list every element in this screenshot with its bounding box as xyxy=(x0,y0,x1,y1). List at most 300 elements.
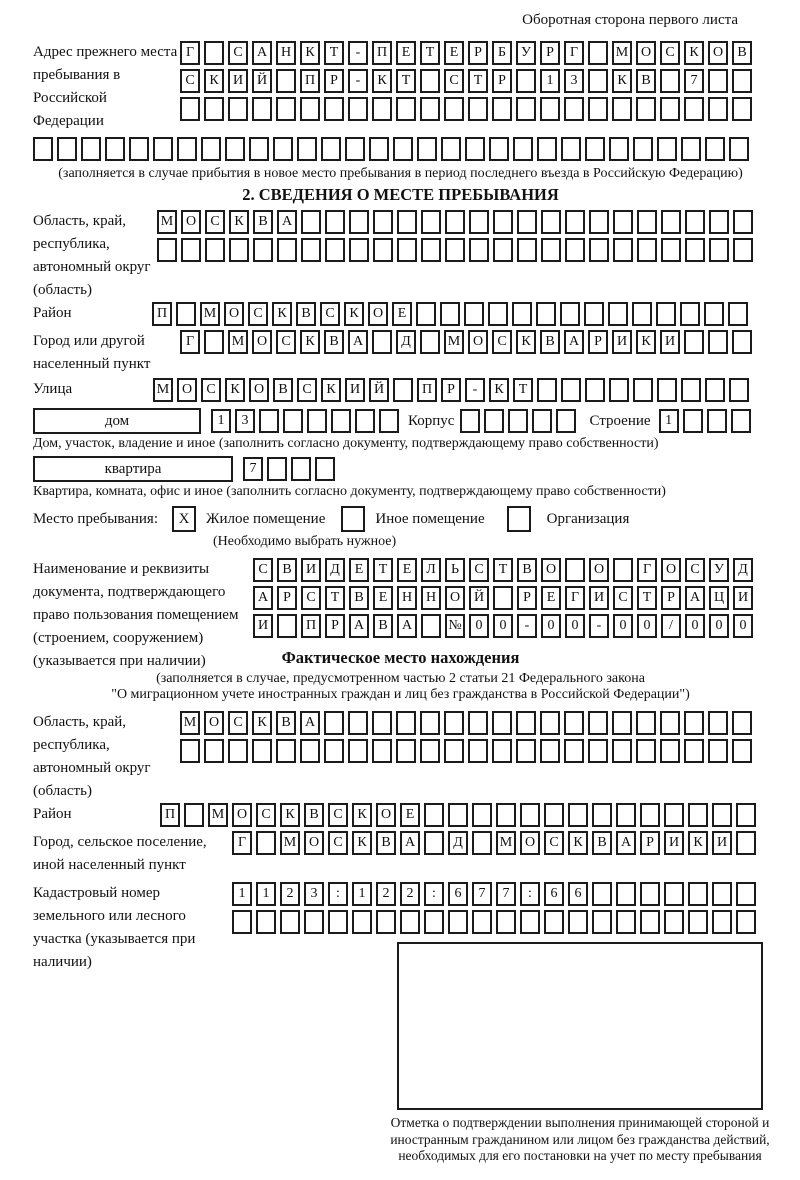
char-cell[interactable] xyxy=(736,831,756,855)
char-cell[interactable]: Н xyxy=(421,586,441,610)
char-cell[interactable] xyxy=(688,882,708,906)
char-cell[interactable] xyxy=(400,910,420,934)
char-cell[interactable] xyxy=(532,409,552,433)
char-cell[interactable]: О xyxy=(249,378,269,402)
char-cell[interactable]: 1 xyxy=(232,882,252,906)
char-cell[interactable]: В xyxy=(373,614,393,638)
char-cell[interactable] xyxy=(348,711,368,735)
char-cell[interactable]: Р xyxy=(492,69,512,93)
char-cell[interactable]: Д xyxy=(448,831,468,855)
dom-box[interactable]: дом xyxy=(33,408,201,434)
char-cell[interactable] xyxy=(397,238,417,262)
char-cell[interactable] xyxy=(516,97,536,121)
char-cell[interactable] xyxy=(372,739,392,763)
char-cell[interactable] xyxy=(301,238,321,262)
char-cell[interactable] xyxy=(588,69,608,93)
char-cell[interactable]: П xyxy=(417,378,437,402)
char-cell[interactable]: С xyxy=(320,302,340,326)
char-cell[interactable] xyxy=(492,739,512,763)
char-cell[interactable] xyxy=(685,238,705,262)
char-cell[interactable] xyxy=(440,302,460,326)
char-cell[interactable] xyxy=(660,711,680,735)
char-cell[interactable] xyxy=(493,210,513,234)
char-cell[interactable]: К xyxy=(300,41,320,65)
char-cell[interactable] xyxy=(613,238,633,262)
char-cell[interactable]: Е xyxy=(444,41,464,65)
char-cell[interactable]: О xyxy=(252,330,272,354)
char-cell[interactable]: М xyxy=(153,378,173,402)
char-cell[interactable]: О xyxy=(708,41,728,65)
char-cell[interactable] xyxy=(420,711,440,735)
char-cell[interactable] xyxy=(636,97,656,121)
char-cell[interactable]: Т xyxy=(396,69,416,93)
char-cell[interactable] xyxy=(729,378,749,402)
char-cell[interactable]: 1 xyxy=(256,882,276,906)
char-cell[interactable] xyxy=(348,739,368,763)
char-cell[interactable] xyxy=(283,409,303,433)
char-cell[interactable] xyxy=(544,910,564,934)
char-cell[interactable]: М xyxy=(612,41,632,65)
char-cell[interactable]: И xyxy=(660,330,680,354)
char-cell[interactable]: К xyxy=(568,831,588,855)
char-cell[interactable] xyxy=(273,137,293,161)
char-cell[interactable] xyxy=(589,238,609,262)
char-cell[interactable] xyxy=(301,210,321,234)
char-cell[interactable] xyxy=(472,910,492,934)
char-cell[interactable] xyxy=(544,803,564,827)
char-cell[interactable] xyxy=(33,137,53,161)
char-cell[interactable] xyxy=(420,97,440,121)
char-cell[interactable] xyxy=(441,137,461,161)
char-cell[interactable]: Т xyxy=(373,558,393,582)
char-cell[interactable] xyxy=(448,803,468,827)
char-cell[interactable] xyxy=(704,302,724,326)
char-cell[interactable]: С xyxy=(328,803,348,827)
char-cell[interactable]: Г xyxy=(564,41,584,65)
char-cell[interactable]: О xyxy=(232,803,252,827)
char-cell[interactable] xyxy=(637,210,657,234)
char-cell[interactable]: 1 xyxy=(540,69,560,93)
char-cell[interactable] xyxy=(517,210,537,234)
char-cell[interactable] xyxy=(660,739,680,763)
char-cell[interactable] xyxy=(657,378,677,402)
char-cell[interactable] xyxy=(537,137,557,161)
char-cell[interactable]: 0 xyxy=(541,614,561,638)
char-cell[interactable]: К xyxy=(225,378,245,402)
char-cell[interactable] xyxy=(608,302,628,326)
char-cell[interactable] xyxy=(468,711,488,735)
char-cell[interactable] xyxy=(520,910,540,934)
char-cell[interactable]: В xyxy=(304,803,324,827)
char-cell[interactable]: Б xyxy=(492,41,512,65)
char-cell[interactable] xyxy=(705,378,725,402)
char-cell[interactable] xyxy=(592,803,612,827)
char-cell[interactable]: 1 xyxy=(211,409,231,433)
char-cell[interactable]: К xyxy=(372,69,392,93)
char-cell[interactable] xyxy=(484,409,504,433)
char-cell[interactable]: А xyxy=(348,330,368,354)
char-cell[interactable]: В xyxy=(277,558,297,582)
char-cell[interactable]: О xyxy=(181,210,201,234)
char-cell[interactable] xyxy=(708,69,728,93)
char-cell[interactable]: О xyxy=(636,41,656,65)
char-cell[interactable]: Е xyxy=(397,558,417,582)
char-cell[interactable] xyxy=(541,238,561,262)
char-cell[interactable]: С xyxy=(180,69,200,93)
char-cell[interactable] xyxy=(496,803,516,827)
char-cell[interactable] xyxy=(444,97,464,121)
char-cell[interactable] xyxy=(397,210,417,234)
char-cell[interactable]: 0 xyxy=(685,614,705,638)
char-cell[interactable]: : xyxy=(424,882,444,906)
char-cell[interactable]: 0 xyxy=(613,614,633,638)
char-cell[interactable]: Г xyxy=(565,586,585,610)
char-cell[interactable]: № xyxy=(445,614,465,638)
char-cell[interactable] xyxy=(664,882,684,906)
char-cell[interactable] xyxy=(516,739,536,763)
char-cell[interactable]: Р xyxy=(588,330,608,354)
char-cell[interactable]: 7 xyxy=(472,882,492,906)
char-cell[interactable] xyxy=(565,238,585,262)
char-cell[interactable]: О xyxy=(541,558,561,582)
char-cell[interactable]: Е xyxy=(541,586,561,610)
kvartira-box[interactable]: квартира xyxy=(33,456,233,482)
char-cell[interactable] xyxy=(201,137,221,161)
char-cell[interactable] xyxy=(396,739,416,763)
char-cell[interactable]: О xyxy=(445,586,465,610)
char-cell[interactable]: В xyxy=(324,330,344,354)
char-cell[interactable] xyxy=(732,739,752,763)
char-cell[interactable]: В xyxy=(349,586,369,610)
char-cell[interactable]: Г xyxy=(180,330,200,354)
char-cell[interactable] xyxy=(445,210,465,234)
char-cell[interactable]: - xyxy=(517,614,537,638)
char-cell[interactable] xyxy=(493,238,513,262)
char-cell[interactable] xyxy=(612,97,632,121)
char-cell[interactable] xyxy=(204,739,224,763)
char-cell[interactable] xyxy=(300,739,320,763)
char-cell[interactable]: М xyxy=(200,302,220,326)
char-cell[interactable]: Т xyxy=(468,69,488,93)
char-cell[interactable]: Е xyxy=(400,803,420,827)
char-cell[interactable]: 3 xyxy=(304,882,324,906)
char-cell[interactable] xyxy=(712,882,732,906)
char-cell[interactable]: И xyxy=(253,614,273,638)
char-cell[interactable] xyxy=(640,910,660,934)
char-cell[interactable] xyxy=(688,910,708,934)
char-cell[interactable] xyxy=(656,302,676,326)
char-cell[interactable] xyxy=(616,882,636,906)
char-cell[interactable] xyxy=(585,378,605,402)
char-cell[interactable] xyxy=(228,97,248,121)
char-cell[interactable] xyxy=(496,910,516,934)
char-cell[interactable] xyxy=(324,711,344,735)
char-cell[interactable] xyxy=(469,238,489,262)
char-cell[interactable] xyxy=(684,97,704,121)
char-cell[interactable]: С xyxy=(328,831,348,855)
char-cell[interactable]: 0 xyxy=(565,614,585,638)
char-cell[interactable]: В xyxy=(376,831,396,855)
char-cell[interactable] xyxy=(204,330,224,354)
char-cell[interactable] xyxy=(420,330,440,354)
char-cell[interactable] xyxy=(445,238,465,262)
char-cell[interactable]: А xyxy=(564,330,584,354)
char-cell[interactable] xyxy=(267,457,287,481)
char-cell[interactable]: К xyxy=(321,378,341,402)
char-cell[interactable] xyxy=(276,97,296,121)
char-cell[interactable] xyxy=(352,910,372,934)
char-cell[interactable] xyxy=(420,69,440,93)
char-cell[interactable] xyxy=(708,330,728,354)
char-cell[interactable]: К xyxy=(684,41,704,65)
char-cell[interactable]: А xyxy=(349,614,369,638)
char-cell[interactable] xyxy=(681,378,701,402)
char-cell[interactable] xyxy=(376,910,396,934)
char-cell[interactable]: К xyxy=(636,330,656,354)
char-cell[interactable]: К xyxy=(344,302,364,326)
char-cell[interactable]: Ь xyxy=(445,558,465,582)
char-cell[interactable]: Й xyxy=(369,378,389,402)
char-cell[interactable] xyxy=(540,739,560,763)
char-cell[interactable] xyxy=(396,711,416,735)
char-cell[interactable] xyxy=(324,97,344,121)
char-cell[interactable]: О xyxy=(368,302,388,326)
char-cell[interactable]: К xyxy=(489,378,509,402)
char-cell[interactable]: В xyxy=(253,210,273,234)
char-cell[interactable]: К xyxy=(280,803,300,827)
char-cell[interactable]: 7 xyxy=(684,69,704,93)
char-cell[interactable]: М xyxy=(157,210,177,234)
char-cell[interactable]: О xyxy=(304,831,324,855)
char-cell[interactable] xyxy=(372,97,392,121)
char-cell[interactable] xyxy=(712,910,732,934)
char-cell[interactable]: К xyxy=(352,803,372,827)
char-cell[interactable]: Н xyxy=(276,41,296,65)
char-cell[interactable] xyxy=(204,41,224,65)
char-cell[interactable] xyxy=(516,69,536,93)
char-cell[interactable] xyxy=(592,910,612,934)
char-cell[interactable] xyxy=(633,378,653,402)
char-cell[interactable]: С xyxy=(613,586,633,610)
char-cell[interactable]: А xyxy=(252,41,272,65)
char-cell[interactable]: - xyxy=(589,614,609,638)
char-cell[interactable] xyxy=(252,739,272,763)
char-cell[interactable]: И xyxy=(664,831,684,855)
char-cell[interactable]: С xyxy=(444,69,464,93)
char-cell[interactable] xyxy=(592,882,612,906)
char-cell[interactable]: И xyxy=(712,831,732,855)
char-cell[interactable] xyxy=(633,137,653,161)
char-cell[interactable] xyxy=(732,97,752,121)
char-cell[interactable]: Р xyxy=(325,614,345,638)
char-cell[interactable] xyxy=(256,910,276,934)
char-cell[interactable] xyxy=(709,210,729,234)
char-cell[interactable]: С xyxy=(685,558,705,582)
char-cell[interactable] xyxy=(325,238,345,262)
char-cell[interactable]: : xyxy=(520,882,540,906)
char-cell[interactable] xyxy=(373,210,393,234)
char-cell[interactable] xyxy=(492,711,512,735)
char-cell[interactable]: О xyxy=(376,803,396,827)
char-cell[interactable]: Ц xyxy=(709,586,729,610)
char-cell[interactable]: 0 xyxy=(637,614,657,638)
char-cell[interactable] xyxy=(300,97,320,121)
char-cell[interactable]: 0 xyxy=(733,614,753,638)
char-cell[interactable]: Р xyxy=(661,586,681,610)
char-cell[interactable] xyxy=(732,69,752,93)
char-cell[interactable]: : xyxy=(328,882,348,906)
char-cell[interactable]: Р xyxy=(468,41,488,65)
char-cell[interactable] xyxy=(472,803,492,827)
char-cell[interactable]: Д xyxy=(733,558,753,582)
char-cell[interactable]: С xyxy=(301,586,321,610)
char-cell[interactable]: С xyxy=(660,41,680,65)
char-cell[interactable]: М xyxy=(496,831,516,855)
char-cell[interactable] xyxy=(733,210,753,234)
char-cell[interactable] xyxy=(184,803,204,827)
char-cell[interactable] xyxy=(681,137,701,161)
char-cell[interactable]: А xyxy=(253,586,273,610)
char-cell[interactable]: П xyxy=(300,69,320,93)
char-cell[interactable] xyxy=(424,831,444,855)
char-cell[interactable] xyxy=(331,409,351,433)
char-cell[interactable] xyxy=(609,137,629,161)
char-cell[interactable]: А xyxy=(277,210,297,234)
char-cell[interactable] xyxy=(540,711,560,735)
char-cell[interactable]: Е xyxy=(392,302,412,326)
char-cell[interactable] xyxy=(584,302,604,326)
char-cell[interactable] xyxy=(345,137,365,161)
char-cell[interactable]: М xyxy=(180,711,200,735)
char-cell[interactable] xyxy=(464,302,484,326)
char-cell[interactable] xyxy=(640,882,660,906)
char-cell[interactable]: Т xyxy=(325,586,345,610)
char-cell[interactable] xyxy=(561,137,581,161)
char-cell[interactable]: Т xyxy=(493,558,513,582)
char-cell[interactable]: И xyxy=(612,330,632,354)
char-cell[interactable] xyxy=(468,97,488,121)
char-cell[interactable]: Е xyxy=(396,41,416,65)
checkbox-zhiloe[interactable]: Х xyxy=(172,506,196,532)
char-cell[interactable] xyxy=(709,238,729,262)
char-cell[interactable] xyxy=(417,137,437,161)
char-cell[interactable]: Р xyxy=(540,41,560,65)
char-cell[interactable] xyxy=(708,711,728,735)
char-cell[interactable] xyxy=(249,137,269,161)
char-cell[interactable]: В xyxy=(540,330,560,354)
char-cell[interactable] xyxy=(613,558,633,582)
char-cell[interactable] xyxy=(609,378,629,402)
char-cell[interactable]: К xyxy=(229,210,249,234)
char-cell[interactable]: А xyxy=(300,711,320,735)
char-cell[interactable]: О xyxy=(520,831,540,855)
char-cell[interactable] xyxy=(613,210,633,234)
char-cell[interactable] xyxy=(416,302,436,326)
char-cell[interactable]: В xyxy=(732,41,752,65)
char-cell[interactable]: Д xyxy=(325,558,345,582)
char-cell[interactable]: С xyxy=(205,210,225,234)
char-cell[interactable] xyxy=(424,910,444,934)
char-cell[interactable] xyxy=(661,238,681,262)
char-cell[interactable] xyxy=(736,910,756,934)
char-cell[interactable]: 3 xyxy=(564,69,584,93)
char-cell[interactable]: О xyxy=(661,558,681,582)
char-cell[interactable] xyxy=(564,739,584,763)
char-cell[interactable] xyxy=(252,97,272,121)
char-cell[interactable] xyxy=(259,409,279,433)
char-cell[interactable] xyxy=(276,739,296,763)
char-cell[interactable]: К xyxy=(612,69,632,93)
char-cell[interactable]: И xyxy=(345,378,365,402)
char-cell[interactable] xyxy=(349,210,369,234)
char-cell[interactable]: Г xyxy=(637,558,657,582)
char-cell[interactable] xyxy=(444,711,464,735)
char-cell[interactable] xyxy=(489,137,509,161)
char-cell[interactable] xyxy=(468,739,488,763)
char-cell[interactable] xyxy=(488,302,508,326)
char-cell[interactable] xyxy=(204,97,224,121)
char-cell[interactable] xyxy=(448,910,468,934)
char-cell[interactable]: У xyxy=(709,558,729,582)
char-cell[interactable] xyxy=(565,558,585,582)
char-cell[interactable] xyxy=(304,910,324,934)
char-cell[interactable]: Н xyxy=(397,586,417,610)
char-cell[interactable] xyxy=(328,910,348,934)
char-cell[interactable]: Т xyxy=(637,586,657,610)
char-cell[interactable] xyxy=(393,137,413,161)
char-cell[interactable]: 6 xyxy=(544,882,564,906)
char-cell[interactable]: И xyxy=(228,69,248,93)
char-cell[interactable]: К xyxy=(204,69,224,93)
char-cell[interactable]: Д xyxy=(396,330,416,354)
checkbox-inoe[interactable] xyxy=(341,506,365,532)
char-cell[interactable]: С xyxy=(469,558,489,582)
char-cell[interactable] xyxy=(660,97,680,121)
char-cell[interactable] xyxy=(177,137,197,161)
char-cell[interactable] xyxy=(465,137,485,161)
char-cell[interactable]: - xyxy=(348,41,368,65)
char-cell[interactable] xyxy=(732,711,752,735)
char-cell[interactable] xyxy=(232,910,252,934)
char-cell[interactable]: К xyxy=(688,831,708,855)
char-cell[interactable] xyxy=(181,238,201,262)
char-cell[interactable] xyxy=(176,302,196,326)
char-cell[interactable]: В xyxy=(517,558,537,582)
char-cell[interactable] xyxy=(325,210,345,234)
char-cell[interactable] xyxy=(355,409,375,433)
char-cell[interactable] xyxy=(588,711,608,735)
char-cell[interactable] xyxy=(540,97,560,121)
char-cell[interactable] xyxy=(661,210,681,234)
char-cell[interactable]: М xyxy=(444,330,464,354)
char-cell[interactable] xyxy=(379,409,399,433)
char-cell[interactable]: Т xyxy=(420,41,440,65)
char-cell[interactable] xyxy=(612,711,632,735)
char-cell[interactable] xyxy=(421,614,441,638)
char-cell[interactable]: Т xyxy=(513,378,533,402)
char-cell[interactable] xyxy=(129,137,149,161)
char-cell[interactable] xyxy=(561,378,581,402)
char-cell[interactable] xyxy=(512,302,532,326)
char-cell[interactable]: / xyxy=(661,614,681,638)
char-cell[interactable] xyxy=(307,409,327,433)
char-cell[interactable] xyxy=(588,739,608,763)
char-cell[interactable] xyxy=(369,137,389,161)
char-cell[interactable] xyxy=(277,614,297,638)
char-cell[interactable] xyxy=(664,910,684,934)
char-cell[interactable] xyxy=(153,137,173,161)
char-cell[interactable] xyxy=(373,238,393,262)
